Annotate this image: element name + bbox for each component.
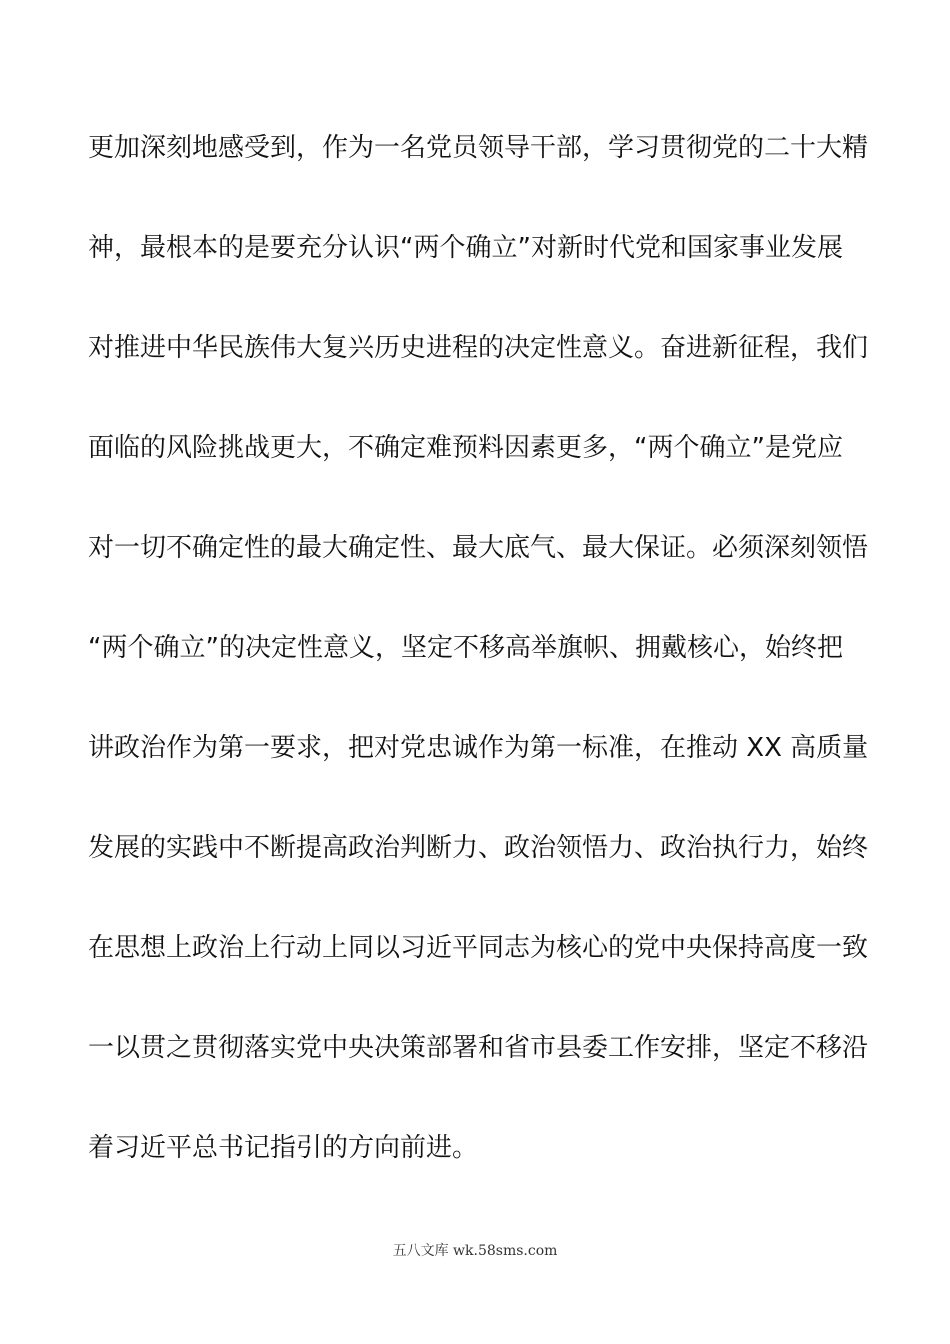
text-line: 对推进中华民族伟大复兴历史进程的决定性意义。奋进新征程，我们 <box>88 333 869 363</box>
text-line: 更加深刻地感受到，作为一名党员领导干部，学习贯彻党的二十大精 <box>88 133 869 163</box>
text-line: 神，最根本的是要充分认识“两个确立”对新时代党和国家事业发展 <box>88 233 843 263</box>
text-line: 对一切不确定性的最大确定性、最大底气、最大保证。必须深刻领悟 <box>88 533 869 563</box>
body-paragraph <box>88 118 868 1218</box>
text-line: 着习近平总书记指引的方向前进。 <box>88 1133 479 1163</box>
text-line: 面临的风险挑战更大，不确定难预料因素更多，“两个确立”是党应 <box>88 433 843 463</box>
text-line: 在思想上政治上行动上同以习近平同志为核心的党中央保持高度一致 <box>88 933 869 963</box>
footer-watermark: 五八文库 wk.58sms.com <box>392 1243 558 1259</box>
text-line: 一以贯之贯彻落实党中央决策部署和省市县委工作安排，坚定不移沿 <box>88 1033 869 1063</box>
text-line: 发展的实践中不断提高政治判断力、政治领悟力、政治执行力，始终 <box>88 833 869 863</box>
text-line: “两个确立”的决定性意义，坚定不移高举旗帜、拥戴核心，始终把 <box>88 633 843 663</box>
text-line: 讲政治作为第一要求，把对党忠诚作为第一标准，在推动 XX 高质量 <box>88 733 869 763</box>
